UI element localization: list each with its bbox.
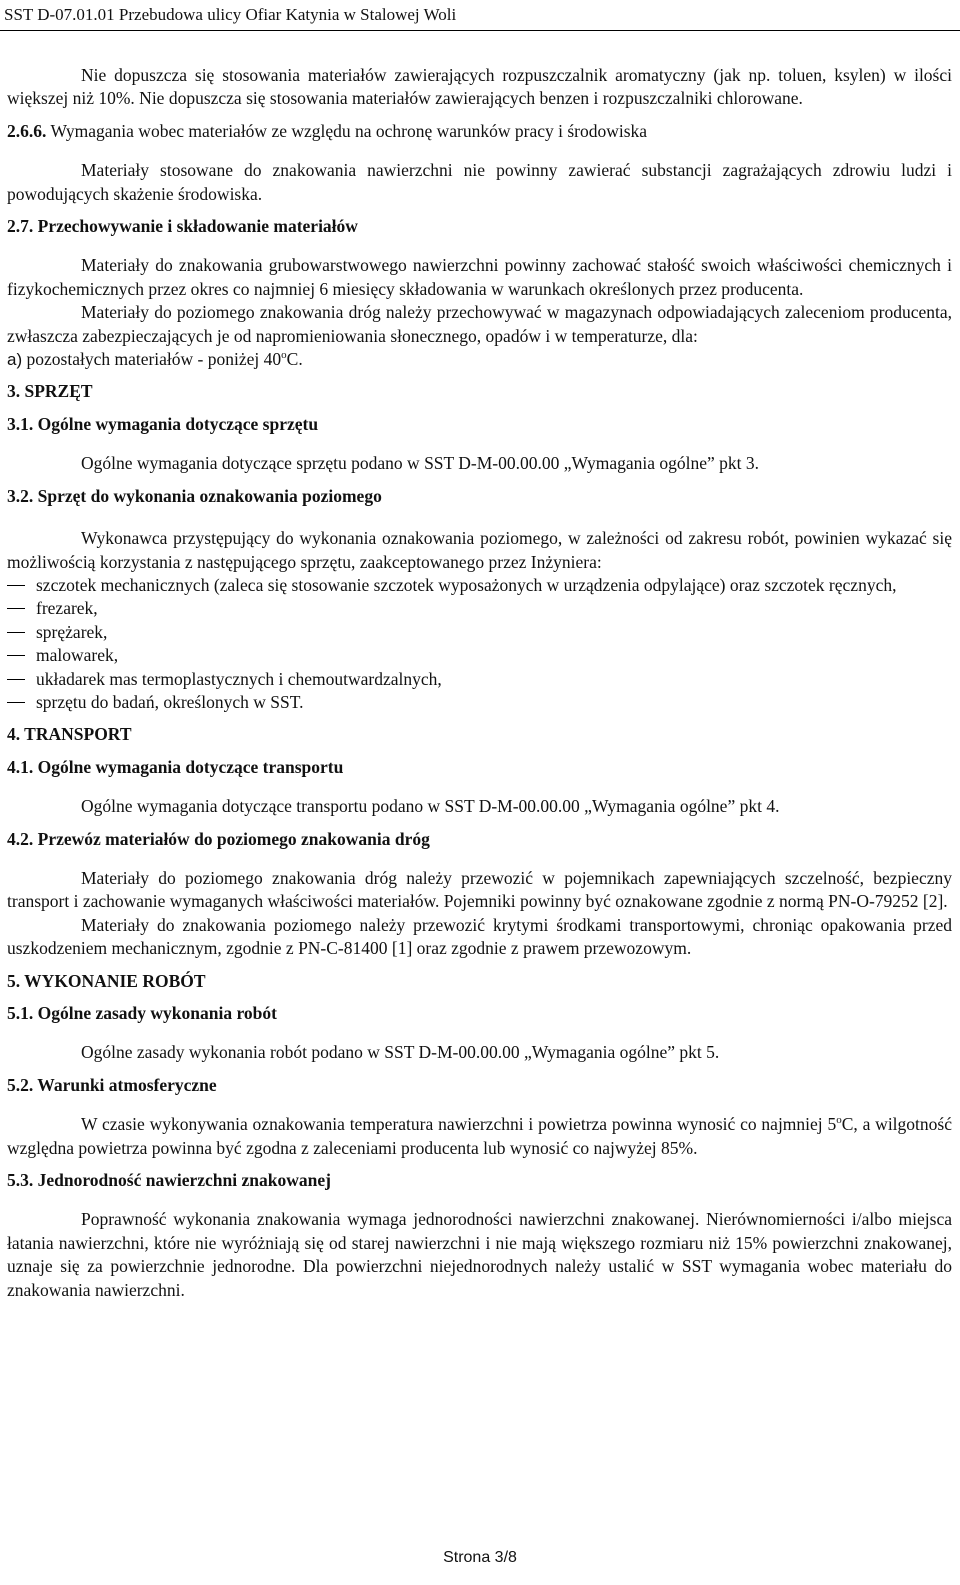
section-4-1-heading: 4.1. Ogólne wymagania dotyczące transportu: [7, 756, 344, 777]
paragraph-4-1: Ogólne wymagania dotyczące transportu podano w SST D-M-00.00.00 „Wymagania ogólne” pkt 4.: [81, 796, 780, 817]
paragraph-solvents: Nie dopuszcza się stosowania materiałów zawierających rozpuszczalnik aromatyczny (jak np. toluen, ksylen) w ilości większej niż 10%. Nie dopuszcza się stosowania materiałów zawierających benzen i rozpuszczalniki chlorowane.: [7, 65, 952, 109]
paragraph-2-7-c: [7, 348, 952, 371]
paragraph-4-2-a: Materiały do poziomego znakowania dróg należy przewozić w pojemnikach zapewniających szczelność, bezpieczny transport i zachowanie wymaganych właściwości materiałów. Pojemniki powinny być oznakowane zgodnie z normą PN-O-79252 [2].: [7, 867, 952, 912]
paragraph-5-2-end: C, a wilgotność względna powietrza powinna być zgodna z zaleceniami producenta lub wynosić co najwyżej 85%.: [7, 1114, 952, 1158]
section-5-3-heading: 5.3. Jednorodność nawierzchni znakowanej: [7, 1170, 331, 1191]
section-2-6-6-title: Wymagania wobec materiałów ze względu na ochronę warunków pracy i środowiska: [50, 120, 648, 141]
list-item: szczotek mechanicznych (zaleca się stosowanie szczotek wyposażonych w urządzenia odpylające) oraz szczotek ręcznych,: [7, 574, 952, 597]
page-number: Strona 3/8: [443, 1549, 517, 1566]
list-item: sprzętu do badań, określonych w SST.: [7, 691, 952, 714]
section-5-heading: 5. WYKONANIE ROBÓT: [7, 970, 206, 991]
section-5-1-heading: 5.1. Ogólne zasady wykonania robót: [7, 1003, 277, 1023]
paragraph-2-7-b: Materiały do poziomego znakowania dróg należy przechowywać w magazynach odpowiadających zaleceniom producenta, zwłaszcza zabezpieczających je od napromieniowania słonecznego, opadów i w temperaturze, dla:: [7, 302, 952, 346]
section-2-7-number: 2.7.: [7, 216, 34, 237]
list-item: układarek mas termoplastycznych i chemoutwardzalnych,: [7, 668, 952, 691]
paragraph-5-2-start: W czasie wykonywania oznakowania temperatura nawierzchni i powietrza powinna wynosić co najmniej 5: [81, 1114, 837, 1135]
section-4-2-heading: 4.2. Przewóz materiałów do poziomego znakowania dróg: [7, 828, 430, 849]
section-3-1-heading: 3.1. Ogólne wymagania dotyczące sprzętu: [7, 413, 319, 434]
equipment-list: [7, 574, 952, 714]
paragraph-2-7-a: Materiały do znakowania grubowarstwowego nawierzchni powinny zachować stałość swoich właściwości chemicznych i fizykochemicznych przez okres co najmniej 6 miesięcy składowania w warunkach określonych przez producenta.: [7, 255, 952, 299]
section-2-6-6-number: 2.6.6.: [7, 120, 47, 141]
section-3-2-heading: 3.2. Sprzęt do wykonania oznakowania poziomego: [7, 485, 382, 506]
section-2-7-title: Przechowywanie i składowanie materiałów: [37, 216, 358, 237]
list-item: sprężarek,: [7, 621, 952, 644]
header-title: SST D-07.01.01 Przebudowa ulicy Ofiar Katynia w Stalowej Woli: [4, 5, 457, 24]
section-3-heading: 3. SPRZĘT: [7, 381, 93, 402]
section-5-2-heading: 5.2. Warunki atmosferyczne: [7, 1074, 217, 1095]
temperature-unit: C.: [286, 349, 303, 370]
section-2-7-heading: [7, 215, 952, 238]
degree-sign: o: [281, 349, 287, 362]
paragraph-5-3: Poprawność wykonania znakowania wymaga jednorodności nawierzchni znakowanej. Nierównomierności i/albo miejsca łatania nawierzchni, które nie wyróżniają się od starej nawierzchni i nie mają większego rozmiaru niż 15% powierzchni znakowanej, uznaje się za powierzchnie jednorodne. Dla powierzchni niejednorodnych należy ustalić w SST wymagania wobec materiału do znakowania nawierzchni.: [7, 1209, 952, 1300]
paragraph-5-1: Ogólne zasady wykonania robót podano w SST D-M-00.00.00 „Wymagania ogólne” pkt 5.: [81, 1042, 720, 1063]
paragraph-3-2: Wykonawca przystępujący do wykonania oznakowania poziomego, w zależności od zakresu robót, powinien wykazać się możliwością korzystania z następującego sprzętu, zaakceptowanego przez Inżyniera:: [7, 528, 952, 572]
section-4-heading: 4. TRANSPORT: [7, 724, 132, 745]
list-item: malowarek,: [7, 644, 952, 667]
paragraph-4-2-b: Materiały do znakowania poziomego należy przewozić krytymi środkami transportowymi, chroniąc opakowania przed uszkodzeniem mechanicznym, zgodnie z PN-C-81400 [1] oraz zgodnie z prawem przewozowym.: [7, 914, 952, 959]
degree-sign: o: [836, 1114, 842, 1127]
paragraph-2-7-c-text: pozostałych materiałów - poniżej 40: [26, 349, 282, 370]
section-2-6-6-heading: [7, 120, 952, 143]
document-header: [0, 0, 960, 31]
paragraph-3-1: Ogólne wymagania dotyczące sprzętu podano w SST D-M-00.00.00 „Wymagania ogólne” pkt 3.: [81, 453, 760, 474]
paragraph-5-2: [7, 1113, 952, 1160]
document-body: [7, 64, 952, 1302]
list-marker-a: a): [7, 350, 23, 370]
paragraph-2-6-6: Materiały stosowane do znakowania nawierzchni nie powinny zawierać substancji zagrażających zdrowiu ludzi i powodujących skażenie środowiska.: [7, 160, 952, 204]
list-item: frezarek,: [7, 597, 952, 620]
